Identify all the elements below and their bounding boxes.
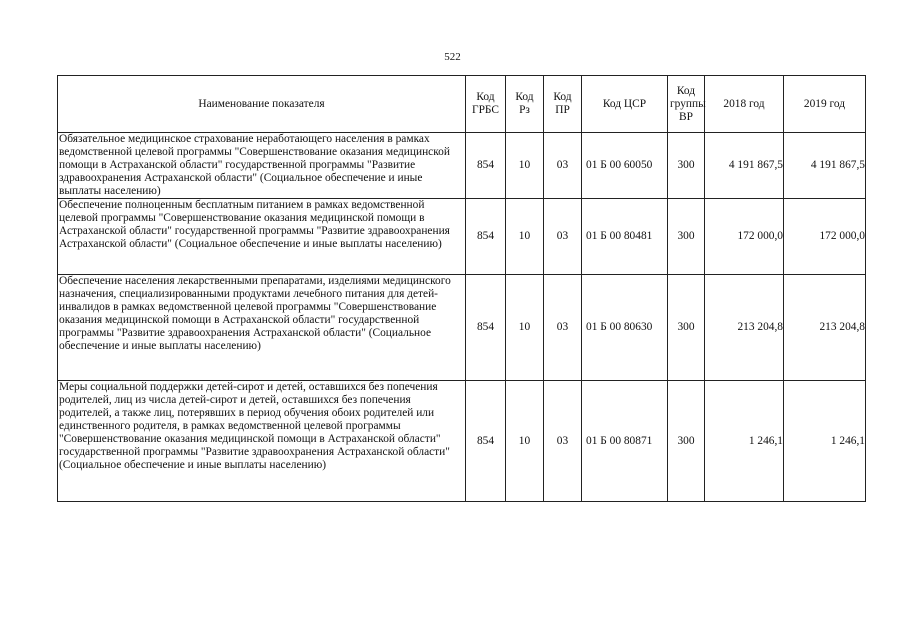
table-row	[58, 199, 866, 275]
row-vr: 300	[668, 275, 705, 381]
header-grbs: Код ГРБС	[466, 76, 506, 133]
header-name: Наименование показателя	[58, 76, 466, 133]
row-csr: 01 Б 00 80871	[582, 381, 668, 502]
row-2018: 4 191 867,5	[705, 133, 784, 199]
budget-table	[57, 75, 866, 502]
row-grbs: 854	[466, 275, 506, 381]
header-csr: Код ЦСР	[582, 76, 668, 133]
table-row	[58, 133, 866, 199]
row-2019: 4 191 867,5	[784, 133, 866, 199]
row-2018: 1 246,1	[705, 381, 784, 502]
row-name: Меры социальной поддержки детей-сирот и детей, оставшихся без попечения родителей, лиц из числа детей-сирот и детей, оставшихся без попечения родителей, а также лиц, потерявших в период обучения обоих родителей или единственного родителя, в рамках ведомственной целевой программы "Совершенствование оказания медицинской помощи в Астраханской области" государственной программы "Развитие здравоохранения Астраханской области" (Социальное обеспечение и иные выплаты населению)	[58, 381, 466, 502]
row-2018: 213 204,8	[705, 275, 784, 381]
row-pr: 03	[544, 275, 582, 381]
row-csr: 01 Б 00 80481	[582, 199, 668, 275]
row-rz: 10	[506, 133, 544, 199]
row-rz: 10	[506, 275, 544, 381]
table-header-row	[58, 76, 866, 133]
row-grbs: 854	[466, 199, 506, 275]
row-grbs: 854	[466, 381, 506, 502]
row-2018: 172 000,0	[705, 199, 784, 275]
row-name: Обязательное медицинское страхование неработающего населения в рамках ведомственной целевой программы "Совершенствование оказания медицинской помощи в Астраханской области" государственной программы "Развитие здравоохранения Астраханской области" (Социальное обеспечение и иные выплаты населению)	[58, 133, 466, 199]
header-2018: 2018 год	[705, 76, 784, 133]
row-pr: 03	[544, 133, 582, 199]
row-csr: 01 Б 00 60050	[582, 133, 668, 199]
row-vr: 300	[668, 199, 705, 275]
page-number: 522	[444, 51, 461, 63]
table-row	[58, 275, 866, 381]
row-name: Обеспечение полноценным бесплатным питанием в рамках ведомственной целевой программы "Совершенствование оказания медицинской помощи в Астраханской области" государственной программы "Развитие здравоохранения Астраханской области" (Социальное обеспечение и иные выплаты населению)	[58, 199, 466, 275]
header-vr: Код группы ВР	[668, 76, 705, 133]
header-2019: 2019 год	[784, 76, 866, 133]
row-grbs: 854	[466, 133, 506, 199]
row-2019: 172 000,0	[784, 199, 866, 275]
row-vr: 300	[668, 381, 705, 502]
header-pr: Код ПР	[544, 76, 582, 133]
header-rz: Код Рз	[506, 76, 544, 133]
row-2019: 213 204,8	[784, 275, 866, 381]
table-row	[58, 381, 866, 502]
row-pr: 03	[544, 199, 582, 275]
row-pr: 03	[544, 381, 582, 502]
row-rz: 10	[506, 199, 544, 275]
row-rz: 10	[506, 381, 544, 502]
row-2019: 1 246,1	[784, 381, 866, 502]
row-csr: 01 Б 00 80630	[582, 275, 668, 381]
row-vr: 300	[668, 133, 705, 199]
row-name: Обеспечение населения лекарственными препаратами, изделиями медицинского назначения, специализированными продуктами лечебного питания для детей-инвалидов в рамках ведомственной целевой программы "Совершенствование оказания медицинской помощи в Астраханской области" государственной программы "Развитие здравоохранения Астраханской области" (Социальное обеспечение и иные выплаты населению)	[58, 275, 466, 381]
